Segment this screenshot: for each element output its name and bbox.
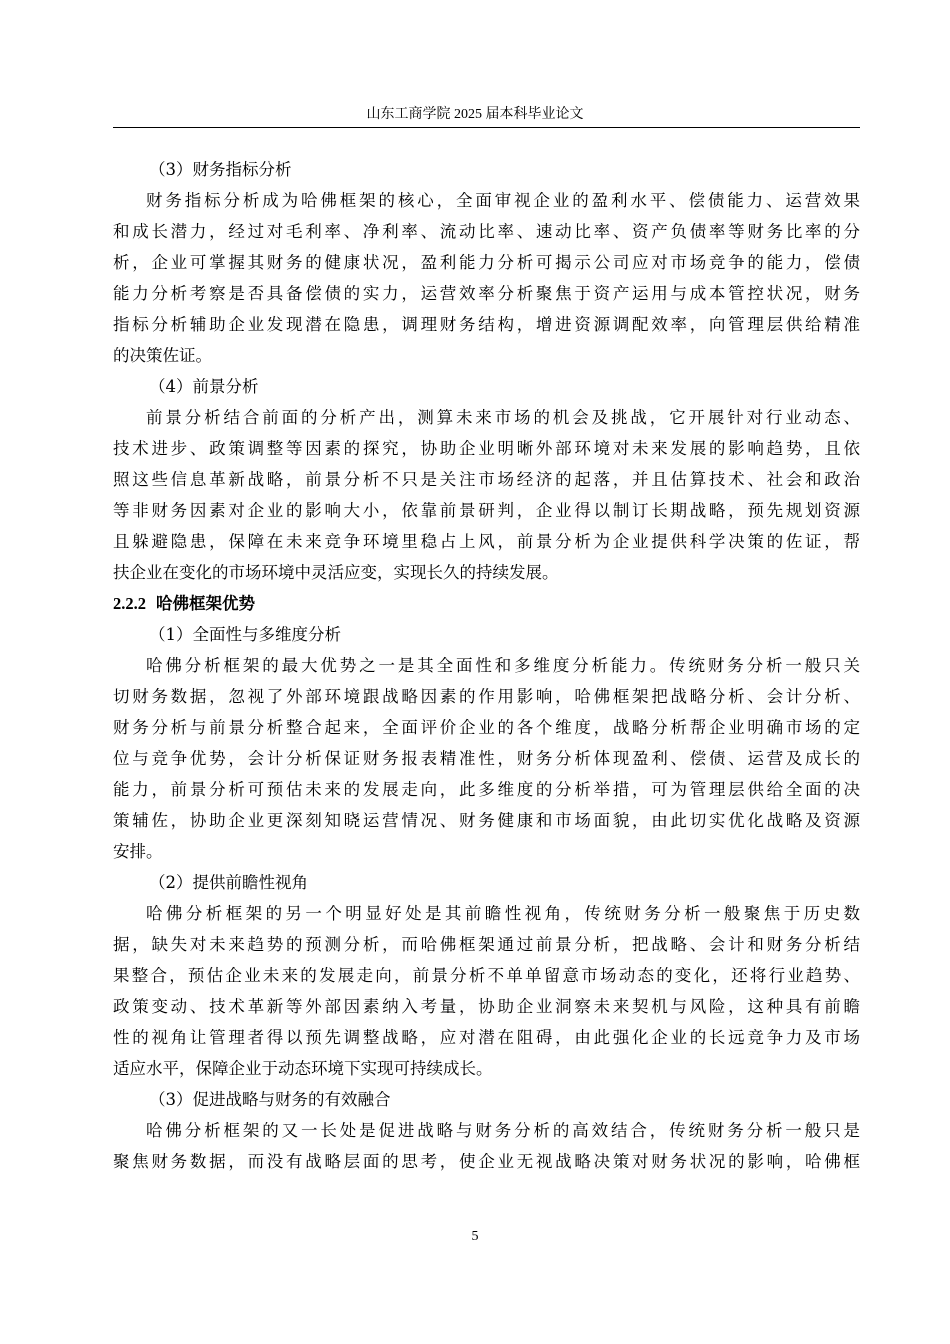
paper-body <box>113 154 860 1177</box>
paragraph-line: 策辅佐，协助企业更深刻知晓运营情况、财务健康和市场面貌，由此切实优化战略及资源 <box>113 811 860 830</box>
paragraph-line: 安排。 <box>113 842 163 861</box>
paragraph-line: 适应水平，保障企业于动态环境下实现可持续成长。 <box>113 1059 493 1078</box>
paragraph-line: 等非财务因素对企业的影响大小，依靠前景研判，企业得以制订长期战略，预先规划资源 <box>113 501 860 520</box>
subsection-heading: （2）提供前瞻性视角 <box>149 873 308 892</box>
paragraph-line: 技术进步、政策调整等因素的探究，协助企业明晰外部环境对未来发展的影响趋势，且依 <box>113 439 860 458</box>
paragraph-line: 哈佛分析框架的最大优势之一是其全面性和多维度分析能力。传统财务分析一般只关 <box>146 656 860 675</box>
header-divider <box>113 127 860 128</box>
paragraph-line: 的决策佐证。 <box>113 346 212 365</box>
paragraph-line: 切财务数据，忽视了外部环境跟战略因素的作用影响，哈佛框架把战略分析、会计分析、 <box>113 687 860 706</box>
paragraph <box>113 650 860 867</box>
paragraph-line: 扶企业在变化的市场环境中灵活应变，实现长久的持续发展。 <box>113 563 559 582</box>
paragraph-line: 能力分析考察是否具备偿债的实力，运营效率分析聚焦于资产运用与成本管控状况，财务 <box>113 284 860 303</box>
subsection-heading: （3）促进战略与财务的有效融合 <box>149 1090 391 1109</box>
page-header-title: 山东工商学院 2025 届本科毕业论文 <box>366 107 584 122</box>
section-heading <box>113 588 860 619</box>
paragraph <box>113 402 860 588</box>
paragraph-line: 财务指标分析成为哈佛框架的核心，全面审视企业的盈利水平、偿债能力、运营效果 <box>146 191 860 210</box>
paragraph-line: 哈佛分析框架的另一个明显好处是其前瞻性视角，传统财务分析一般聚焦于历史数 <box>146 904 860 923</box>
paragraph-line: 析，企业可掌握其财务的健康状况，盈利能力分析可揭示公司应对市场竞争的能力，偿债 <box>113 253 860 272</box>
paragraph-line: 哈佛分析框架的又一长处是促进战略与财务分析的高效结合，传统财务分析一般只是 <box>146 1121 860 1140</box>
paragraph-line: 政策变动、技术革新等外部因素纳入考量，协助企业洞察未来契机与风险，这种具有前瞻 <box>113 997 860 1016</box>
subsection-heading: （4）前景分析 <box>149 377 259 396</box>
paragraph-line: 和成长潜力，经过对毛利率、净利率、流动比率、速动比率、资产负债率等财务比率的分 <box>113 222 860 241</box>
section-number: 2.2.2 <box>113 594 146 613</box>
paragraph-line: 聚焦财务数据，而没有战略层面的思考，使企业无视战略决策对财务状况的影响，哈佛框 <box>113 1152 860 1171</box>
subsection-heading: （1）全面性与多维度分析 <box>149 625 341 644</box>
paragraph <box>113 898 860 1084</box>
paragraph-line: 且躲避隐患，保障在未来竞争环境里稳占上风，前景分析为企业提供科学决策的佐证，帮 <box>113 532 860 551</box>
paragraph-line: 据，缺失对未来趋势的预测分析，而哈佛框架通过前景分析，把战略、会计和财务分析结 <box>113 935 860 954</box>
paragraph <box>113 185 860 371</box>
paragraph-line: 财务分析与前景分析整合起来，全面评价企业的各个维度，战略分析帮企业明确市场的定 <box>113 718 860 737</box>
paragraph-line: 前景分析结合前面的分析产出，测算未来市场的机会及挑战，它开展针对行业动态、 <box>146 408 860 427</box>
paragraph-line: 果整合，预估企业未来的发展走向，前景分析不单单留意市场动态的变化，还将行业趋势、 <box>113 966 860 985</box>
paragraph-line: 指标分析辅助企业发现潜在隐患，调理财务结构，增进资源调配效率，向管理层供给精准 <box>113 315 860 334</box>
page-number: 5 <box>471 1229 479 1244</box>
paragraph-line: 位与竞争优势，会计分析保证财务报表精准性，财务分析体现盈利、偿债、运营及成长的 <box>113 749 860 768</box>
paragraph-line: 能力，前景分析可预估未来的发展走向，此多维度的分析举措，可为管理层供给全面的决 <box>113 780 860 799</box>
section-title: 哈佛框架优势 <box>156 594 255 613</box>
paragraph-line: 性的视角让管理者得以预先调整战略，应对潜在阻碍，由此强化企业的长远竞争力及市场 <box>113 1028 860 1047</box>
paragraph-line: 照这些信息革新战略，前景分析不只是关注市场经济的起落，并且估算技术、社会和政治 <box>113 470 860 489</box>
paragraph <box>113 1115 860 1177</box>
subsection-heading: （3）财务指标分析 <box>149 160 292 179</box>
